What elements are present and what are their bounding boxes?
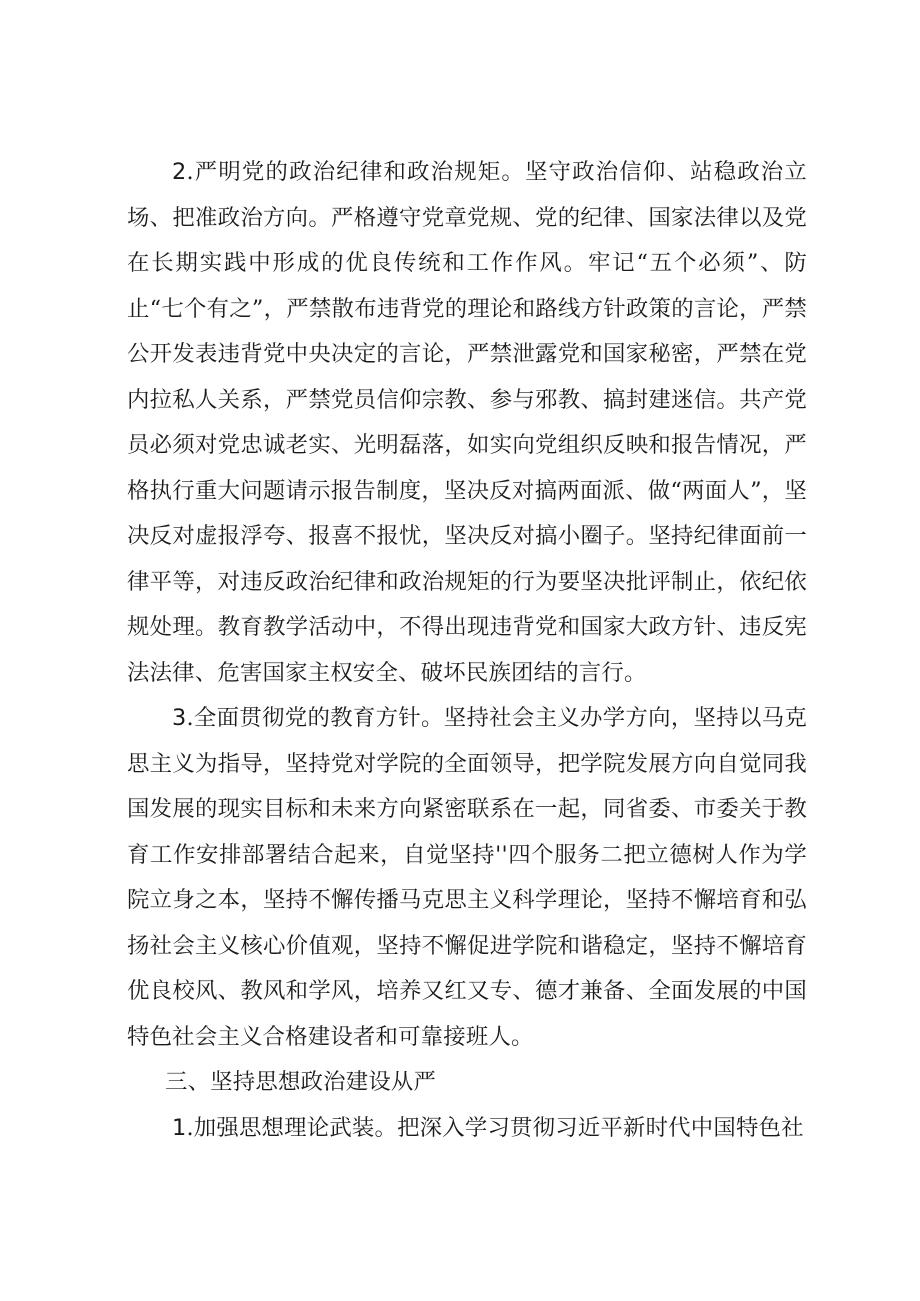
paragraph-number: 3	[172, 705, 187, 731]
document-body	[127, 150, 807, 1151]
paragraph-1	[127, 1106, 807, 1152]
paragraph-number: 2	[172, 159, 187, 185]
paragraph-2	[127, 150, 807, 696]
section-heading: 三、坚持思想政治建设从严	[165, 1069, 437, 1095]
paragraph-text: .全面贯彻党的教育方针。坚持社会主义办学方向，坚持以马克思主义为指导，坚持党对学院的全面领导，把学院发展方向自觉同我国发展的现实目标和未来方向紧密联系在一起，同省委、市委关于教育工作安排部署结合起来，自觉坚持''四个服务二把立德树人作为学院立身之本，坚持不懈传播马克思主义科学理论，坚持不懈培育和弘扬社会主义核心价值观，坚持不懈促进学院和谐稳定，坚持不懈培育优良校风、教风和学风，培养又红又专、德才兼备、全面发展的中国特色社会主义合格建设者和可靠接班人。	[127, 705, 807, 1050]
paragraph-text: .严明党的政治纪律和政治规矩。坚守政治信仰、站稳政治立场、把准政治方向。严格遵守党章党规、党的纪律、国家法律以及党在长期实践中形成的优良传统和工作作风。牢记“五个必须”、防止“七个有之”，严禁散布违背党的理论和路线方针政策的言论，严禁公开发表违背党中央决定的言论，严禁泄露党和国家秘密，严禁在党内拉私人关系，严禁党员信仰宗教、参与邪教、搞封建迷信。共产党员必须对党忠诚老实、光明磊落，如实向党组织反映和报告情况，严格执行重大问题请示报告制度，坚决反对搞两面派、做“两面人”，坚决反对虚报浮夸、报喜不报忧，坚决反对搞小圈子。坚持纪律面前一律平等，对违反政治纪律和政治规矩的行为要坚决批评制止，依纪依规处理。教育教学活动中，不得出现违背党和国家大政方针、违反宪法法律、危害国家主权安全、破坏民族团结的言行。	[127, 159, 807, 686]
paragraph-3	[127, 696, 807, 1060]
paragraph-text: .加强思想理论武装。把深入学习贯彻习近平新时代中国特色社	[186, 1114, 804, 1141]
paragraph-number: 1	[172, 1114, 187, 1141]
